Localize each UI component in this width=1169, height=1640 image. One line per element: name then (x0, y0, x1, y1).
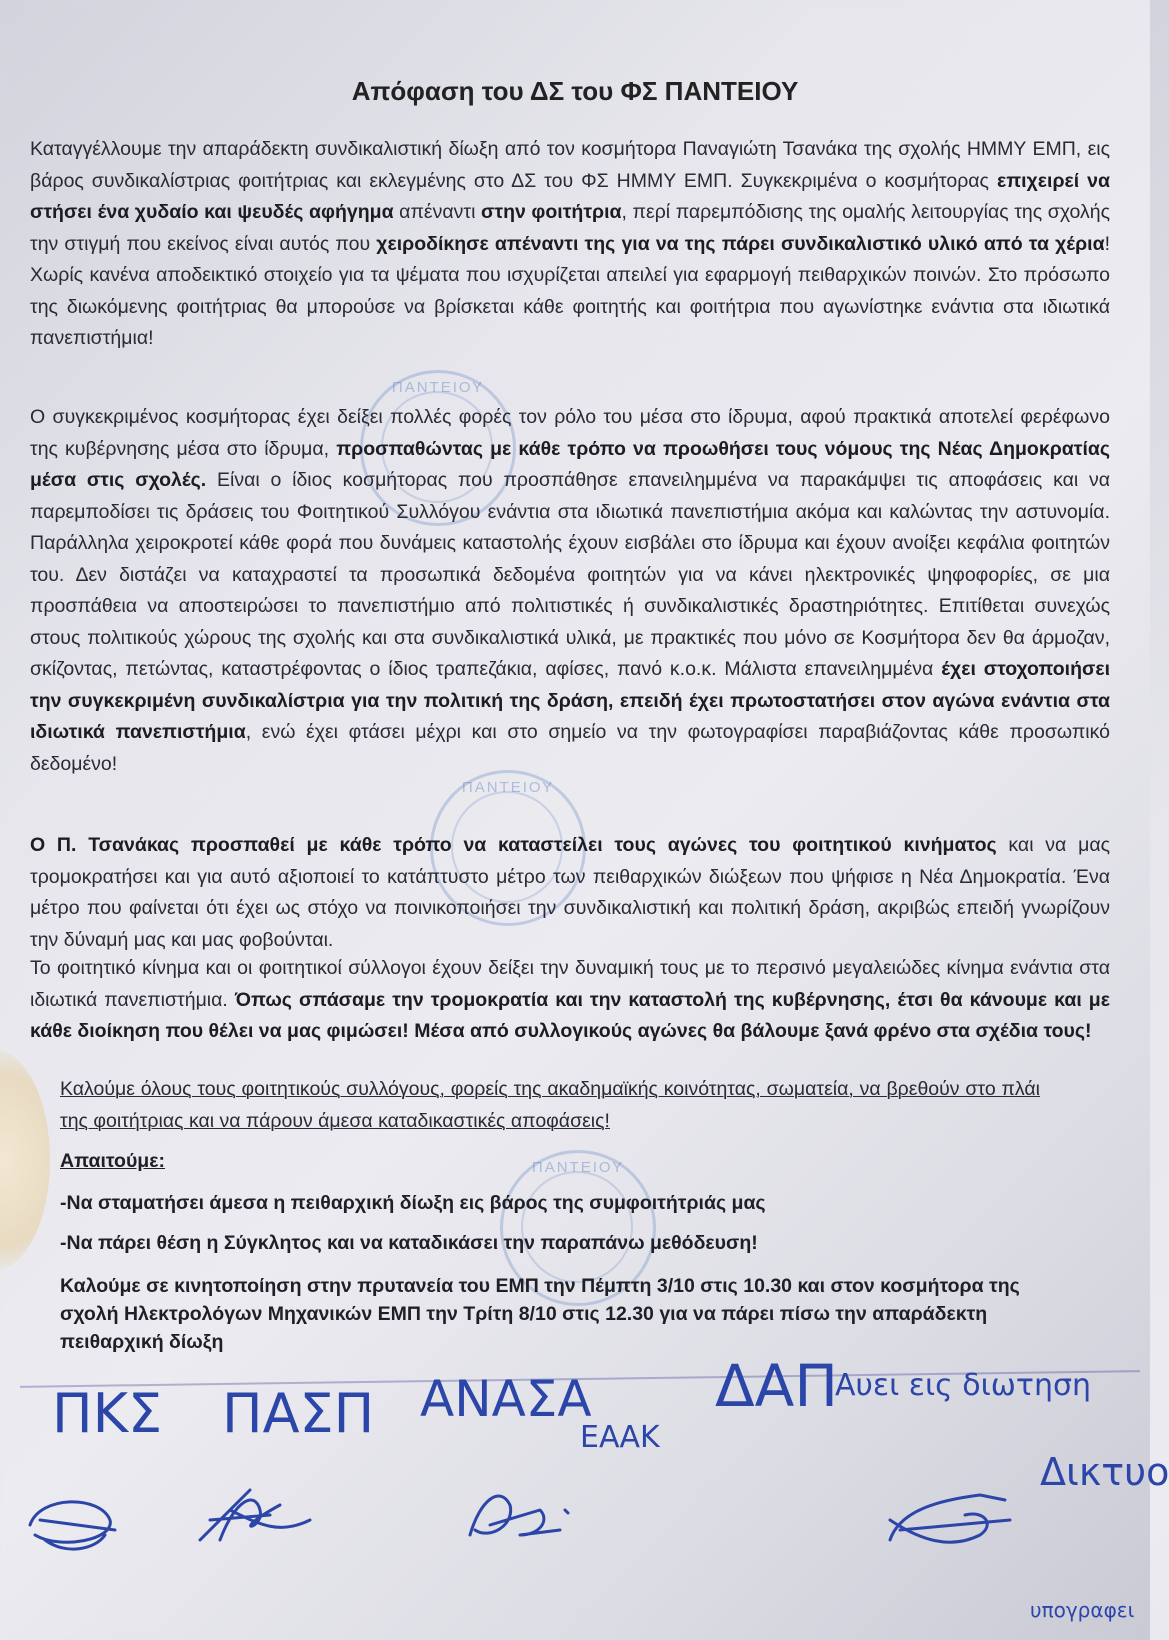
signature-pks: ΠΚΣ (52, 1382, 163, 1445)
body-text: , ενώ έχει φτάσει μέχρι και στο σημείο να την φωτογραφίσει παραβιάζοντας κάθε προσωπικό δεδομένο! (30, 721, 1110, 775)
signature-dap: ΔΑΠ (715, 1352, 838, 1420)
body-text: ! Χωρίς κανένα αποδεικτικό στοιχείο για τα ψέματα που ισχυρίζεται απειλεί για εφαρμογή πειθαρχικών ποινών. Στο πρόσωπο της διωκόμενης φοιτήτριας θα μπορούσε να βρίσκεται κάθε φοιτητής και φοιτήτρια που αγωνίστηκε ενάντια στα ιδιωτικά πανεπιστήμια! (30, 232, 1110, 349)
signature-pasp: ΠΑΣΠ (222, 1382, 375, 1445)
paragraph-denunciation (30, 134, 1110, 355)
signature-diktyo: Δικτυο (1040, 1450, 1169, 1494)
emphasized-text: στην φοιτήτρια (481, 201, 622, 223)
body-text: Ο συγκεκριμένος κοσμήτορας έχει δείξει πολλές φορές τον ρόλο του μέσα στο ίδρυμα, αφού πρακτικά αποτελεί φερέφωνο της κυβέρνησης μέσα στο ίδρυμα, (30, 406, 1110, 460)
body-text: , περί παρεμπόδισης της ομαλής λειτουργίας της σχολής την στιγμή που εκείνος είναι αυτός που (30, 201, 1110, 255)
emphasized-text: Όπως σπάσαμε την τρομοκρατία και την καταστολή της κυβέρνησης, έτσι θα κάνουμε και με κάθε διοίκηση που θέλει να μας φιμώσει! Μέσα από συλλογικούς αγώνες θα βάλουμε ξανά φρένο στα σχέδια τους! (30, 988, 1110, 1042)
emphasized-text: χειροδίκησε απέναντι της για να της πάρει συνδικαλιστικό υλικό από τα χέρια (376, 232, 1105, 255)
stamp-seal: ΠΑΝΤΕΙΟΥ (500, 1150, 656, 1306)
stamp-seal: ΠΑΝΤΕΙΟΥ (360, 370, 516, 526)
document-title: Απόφαση του ΔΣ του ΦΣ ΠΑΝΤΕΙΟΥ (351, 76, 799, 106)
demand-item: -Να πάρει θέση η Σύγκλητος και να καταδικάσει την παραπάνω μεθόδευση! (60, 1232, 758, 1254)
handwritten-signature-marks (20, 1480, 1120, 1630)
stamp-seal: ΠΑΝΤΕΙΟΥ (430, 770, 586, 926)
emphasized-text: επιχειρεί να στήσει ένα χυδαίο και ψευδές αφήγημα (30, 169, 1111, 223)
body-text: Το φοιτητικό κίνημα και οι φοιτητικοί σύλλογοι έχουν δείξει την δυναμική τους με το περσινό μεγαλειώδες κίνημα ενάντια στα ιδιωτικά πανεπιστήμια. (30, 957, 1110, 1011)
emphasized-text: Ο Π. Τσανάκας προσπαθεί με κάθε τρόπο να καταστείλει τους αγώνες του φοιτητικού κινήματος (30, 834, 997, 856)
body-text: Καταγγέλλουμε την απαράδεκτη συνδικαλιστική δίωξη από τον κοσμήτορα Παναγιώτη Τσανάκα της σχολής ΗΜΜΥ ΕΜΠ, εις βάρος συνδικαλίστριας φοιτήτριας και εκλεγμένης στο ΔΣ του ΦΣ ΗΜΜΥ ΕΜΠ. Συγκεκριμένα ο κοσμήτορας (30, 138, 1110, 192)
signature-ypografei: υπογραφει (1030, 1598, 1135, 1622)
emphasized-text: έχει στοχοποιήσει την συγκεκριμένη συνδικαλίστρια για την πολιτική της δράση, επειδή έχει πρωτοστατήσει στον αγώνα ενάντια στα ιδιωτικά πανεπιστήμια (30, 658, 1110, 743)
call-to-associations: Καλούμε όλους τους φοιτητικούς συλλόγους, φορείς της ακαδημαϊκής κοινότητας, σωματεία, να βρεθούν στο πλάι της φοιτήτριας και να πάρουν άμεσα καταδικαστικές αποφάσεις! (60, 1078, 1040, 1132)
paragraph-student-movement (30, 953, 1110, 1048)
finger-shadow (0, 1050, 50, 1270)
signature-anasa: ΑΝΑΣΑ (420, 1370, 592, 1428)
paragraph-disciplinary-measure (30, 830, 1110, 956)
paragraph-dean-role (30, 402, 1110, 780)
body-text: απέναντι (393, 201, 482, 223)
emphasized-text: προσπαθώντας με κάθε τρόπο να προωθήσει τους νόμους της Νέας Δημοκρατίας μέσα στις σχολές. (30, 437, 1110, 491)
body-text: και να μας τρομοκρατήσει και για αυτό αξιοποιεί το κατάπτυστο μέτρο των πειθαρχικών διώξεων που ψήφισε η Νέα Δημοκρατία. Ένα μέτρο που φαίνεται ότι έχει ως στόχο να ποινικοποιήσει την συνδικαλιστική και πολιτική δράση, ακριβώς επειδή γνωρίζουν την δύναμή μας και μας φοβούνται. (30, 834, 1110, 951)
signature-eaak: ΕΑΑΚ (580, 1420, 660, 1455)
body-text: Είναι ο ίδιος κοσμήτορας που προσπάθησε επανειλημμένα να παρακάμψει τις αποφάσεις και να παρεμποδίσει τις δράσεις του Φοιτητικού Συλλόγου ενάντια στα ιδιωτικά πανεπιστήμια ακόμα και καλώντας την αστυνομία. Παράλληλα χειροκροτεί κάθε φορά που δυνάμεις καταστολής έχουν εισβάλει στο ίδρυμα και έχουν ανοίξει κεφάλια φοιτητών του. Δεν διστάζει να καταχραστεί τα προσωπικά δεδομένα φοιτητών για να κάνει ηλεκτρονικές ψηφοφορίες, σε μια προσπάθεια να αποστειρώσει το πανεπιστήμιο από πολιτιστικές ή συνδικαλιστικές δραστηριότητες. Επιτίθεται συνεχώς στους πολιτικούς χώρους της σχολής και στα συνδικαλιστικά υλικά, με πρακτικές που μόνο σε Κοσμήτορα δεν θα άρμοζαν, σκίζοντας, πετώντας, καταστρέφοντας ο ίδιος τραπεζάκια, αφίσες, πανό κ.ο.κ. Μάλιστα επανειλημμένα (30, 469, 1110, 680)
mobilization-call: Καλούμε σε κινητοποίηση στην πρυτανεία του ΕΜΠ την Πέμπτη 3/10 στις 10.30 και στον κοσμήτορα της σχολή Ηλεκτρολόγων Μηχανικών ΕΜΠ την Τρίτη 8/10 στις 12.30 για να πάρει πίσω την απαράδεκτη πειθαρχική δίωξη (60, 1275, 1020, 1353)
signature-avei: Αυει εις διωτηση (835, 1368, 1092, 1403)
demands-title: Απαιτούμε: (60, 1150, 165, 1172)
demand-item: -Να σταματήσει άμεσα η πειθαρχική δίωξη εις βάρος της συμφοιτήτριάς μας (60, 1192, 766, 1214)
